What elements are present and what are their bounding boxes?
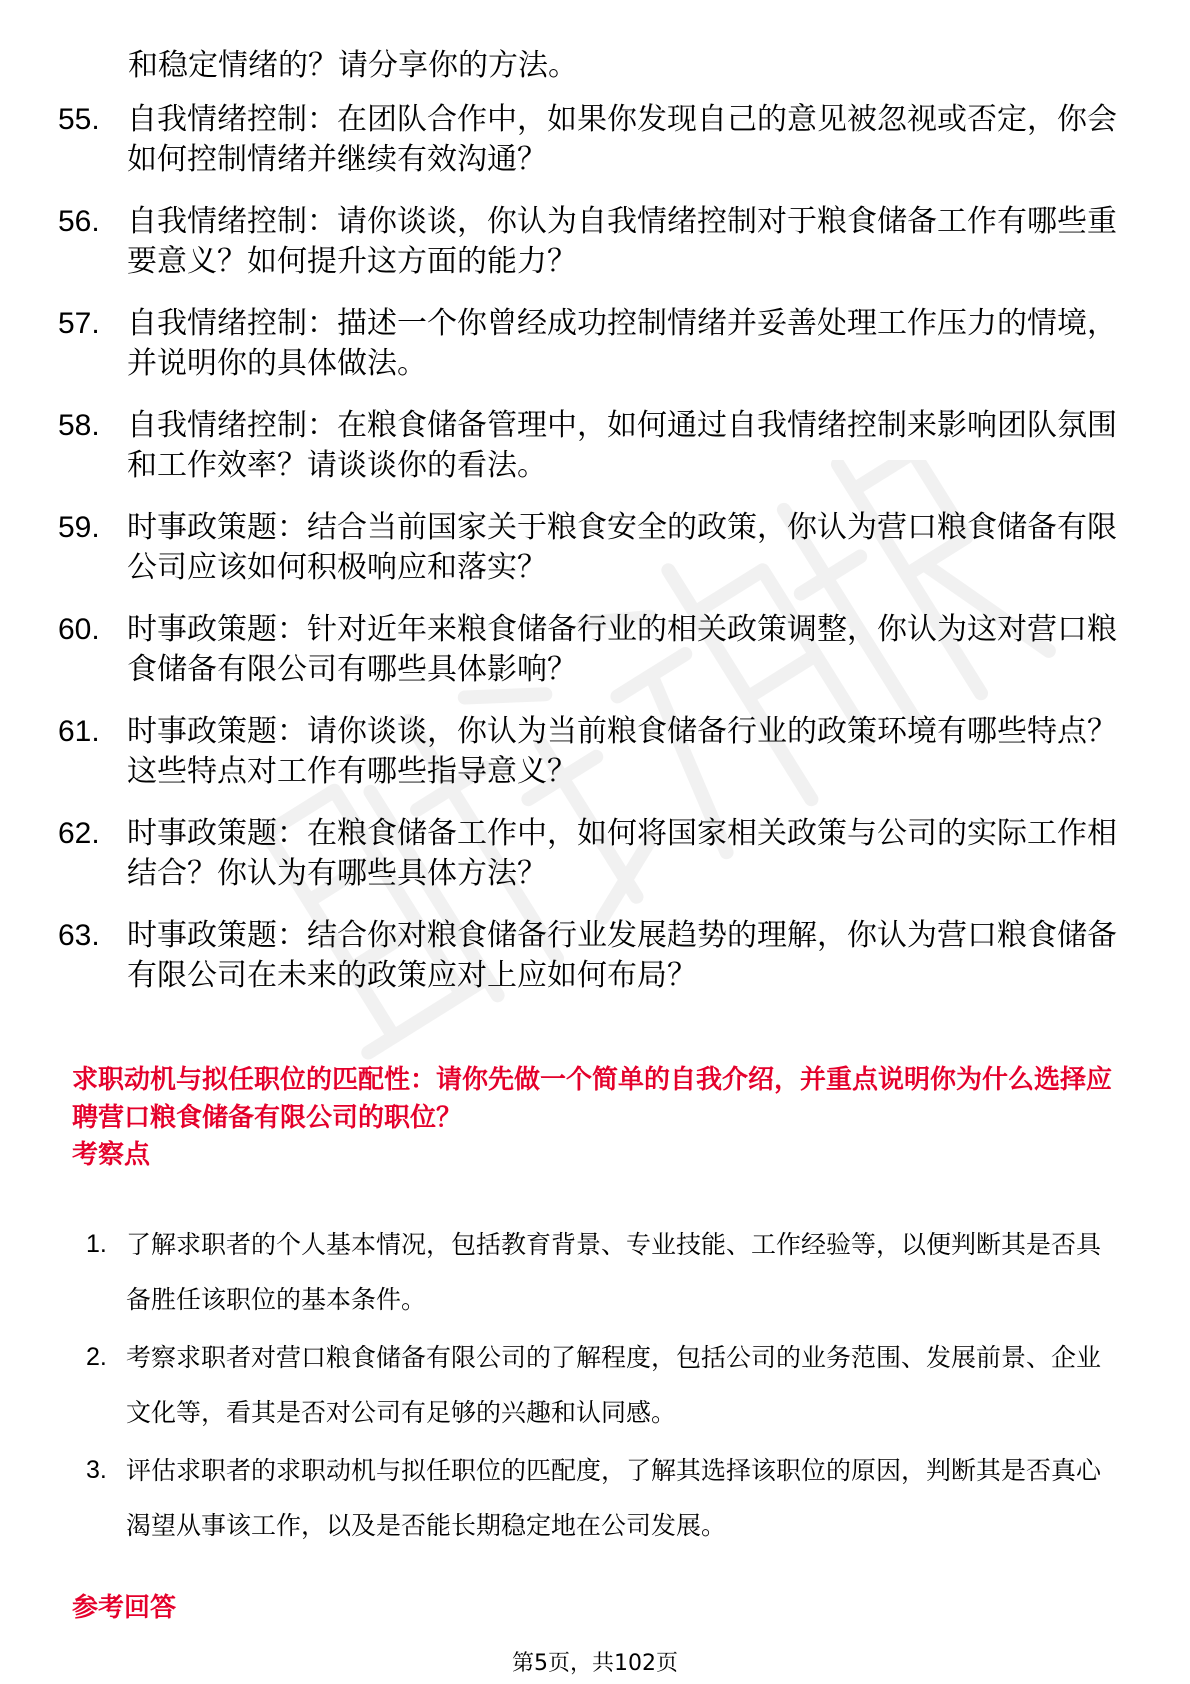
question-item: [0, 916, 1190, 996]
point-text: 了解求职者的个人基本情况，包括教育背景、专业技能、工作经验等，以便判断其是否具备胜任该职位的基本条件。: [126, 1230, 1102, 1314]
page-footer: 第5页，共102页: [512, 1651, 678, 1676]
assessment-point: [0, 1330, 1190, 1440]
question-text: 时事政策题：针对近年来粮食储备行业的相关政策调整，你认为这对营口粮食储备有限公司有哪些具体影响？: [127, 612, 1117, 687]
featured-question-heading: 求职动机与拟任职位的匹配性：请你先做一个简单的自我介绍，并重点说明你为什么选择应聘营口粮食储备有限公司的职位？: [72, 1065, 1113, 1133]
question-number: 55.: [58, 103, 100, 136]
question-item: [0, 508, 1190, 588]
reference-answer-heading: 参考回答: [72, 1593, 177, 1623]
assessment-point-list: [0, 1217, 1190, 1556]
question-item: [0, 100, 1190, 180]
point-number: 2.: [86, 1343, 107, 1371]
question-number: 56.: [58, 205, 100, 238]
question-text: 自我情绪控制：请你谈谈，你认为自我情绪控制对于粮食储备工作有哪些重要意义？如何提升这方面的能力？: [127, 204, 1117, 279]
question-item: [0, 406, 1190, 486]
question-number: 63.: [58, 919, 100, 952]
question-text: 时事政策题：结合当前国家关于粮食安全的政策，你认为营口粮食储备有限公司应该如何积极响应和落实？: [127, 510, 1117, 585]
question-item: [0, 610, 1190, 690]
question-item: [0, 712, 1190, 792]
point-number: 1.: [86, 1230, 107, 1258]
question-text: 时事政策题：结合你对粮食储备行业发展趋势的理解，你认为营口粮食储备有限公司在未来的政策应对上应如何布局？: [127, 918, 1117, 993]
question-number: 57.: [58, 307, 100, 340]
continued-question-text: 和稳定情绪的？请分享你的方法。: [128, 48, 578, 83]
question-text: 自我情绪控制：在团队合作中，如果你发现自己的意见被忽视或否定，你会如何控制情绪并继续有效沟通？: [127, 102, 1117, 177]
question-item: [0, 814, 1190, 894]
question-text: 时事政策题：请你谈谈，你认为当前粮食储备行业的政策环境有哪些特点？这些特点对工作有哪些指导意义？: [127, 714, 1117, 789]
question-number: 59.: [58, 511, 100, 544]
point-text: 评估求职者的求职动机与拟任职位的匹配度，了解其选择该职位的原因，判断其是否真心渴望从事该工作，以及是否能长期稳定地在公司发展。: [126, 1456, 1102, 1540]
question-text: 自我情绪控制：在粮食储备管理中，如何通过自我情绪控制来影响团队氛围和工作效率？请谈谈你的看法。: [127, 408, 1117, 483]
question-text: 自我情绪控制：描述一个你曾经成功控制情绪并妥善处理工作压力的情境，并说明你的具体做法。: [127, 306, 1117, 381]
question-item: [0, 202, 1190, 282]
question-list: [0, 46, 1190, 1018]
question-text: 时事政策题：在粮食储备工作中，如何将国家相关政策与公司的实际工作相结合？你认为有哪些具体方法？: [127, 816, 1117, 891]
question-number: 60.: [58, 613, 100, 646]
question-number: 61.: [58, 715, 100, 748]
assessment-point: [0, 1217, 1190, 1327]
point-number: 3.: [86, 1456, 107, 1484]
assessment-heading: 考察点: [72, 1140, 151, 1170]
point-text: 考察求职者对营口粮食储备有限公司的了解程度，包括公司的业务范围、发展前景、企业文化等，看其是否对公司有足够的兴趣和认同感。: [126, 1343, 1102, 1427]
question-number: 58.: [58, 409, 100, 442]
assessment-point: [0, 1443, 1190, 1553]
question-number: 62.: [58, 817, 100, 850]
question-item: [0, 304, 1190, 384]
